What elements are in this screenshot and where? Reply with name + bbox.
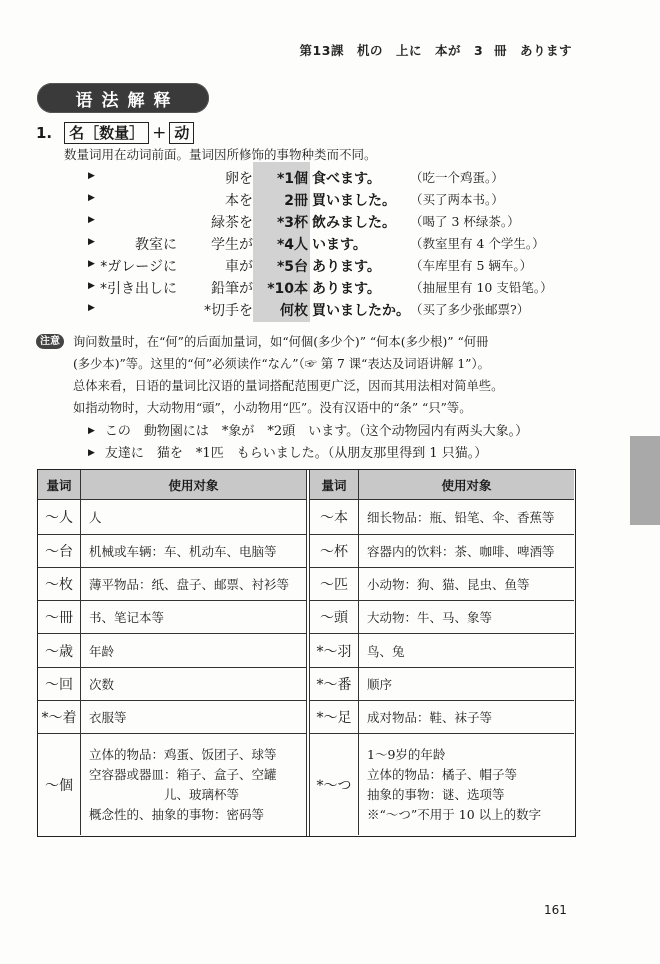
usage-line: 1～9岁的年龄 — [367, 746, 446, 762]
bullet-arrow-icon: ▶ — [88, 426, 95, 436]
example-translation: （教室里有 4 个学生。） — [410, 236, 545, 251]
table-row — [310, 500, 574, 535]
usage-cell: 小动物：狗、猫、昆虫、鱼等 — [367, 577, 530, 592]
table-row — [38, 701, 306, 734]
usage-cell: 容器内的饮料：茶、咖啡、啤酒等 — [367, 544, 555, 559]
example-translation: （抽屉里有 10 支铅笔。） — [410, 280, 553, 295]
usage-cell: 机械或车辆：车、机动车、电脑等 — [89, 544, 277, 559]
section-title: 语法解释 — [75, 90, 180, 111]
note-line: 如指动物时，大动物用“頭”，小动物用“匹”。没有汉语中的“条” “只”等。 — [73, 401, 472, 415]
example-row — [0, 252, 660, 274]
counter-cell: ～人 — [38, 500, 81, 534]
example-row — [0, 208, 660, 230]
example-object: 学生が — [211, 237, 253, 253]
example-location: 教室に — [135, 237, 177, 253]
counter-cell: *～つ — [310, 734, 359, 835]
example-row — [88, 442, 487, 461]
table-row — [38, 500, 306, 535]
table-row — [310, 535, 574, 568]
usage-line: ※“～つ”不用于 10 以上的数字 — [367, 806, 542, 822]
example-row — [0, 296, 660, 318]
usage-line: 立体的物品：橘子、帽子等 — [367, 766, 518, 782]
example-translation: （买了多少张邮票?） — [410, 302, 530, 317]
counter-table-left — [38, 470, 306, 835]
example-location: *引き出しに — [100, 281, 177, 297]
bullet-arrow-icon: ▶ — [88, 303, 95, 313]
counter-table — [37, 469, 576, 837]
grammar-number: 1. — [36, 124, 53, 142]
table-header-row — [38, 470, 306, 500]
note-line: 总体来看，日语的量词比汉语的量词搭配范围更广泛，因而其用法相对简单些。 — [73, 379, 504, 393]
usage-line: 抽象的事物：谜、选项等 — [367, 786, 505, 802]
usage-cell: 成对物品：鞋、袜子等 — [367, 710, 493, 725]
bullet-arrow-icon: ▶ — [88, 215, 95, 225]
page-number: 161 — [544, 903, 567, 917]
example-translation: （吃一个鸡蛋。） — [410, 170, 504, 185]
example-verb: います。 — [312, 237, 367, 253]
example-object: 車が — [225, 259, 253, 275]
pattern-qty: ［数量］ — [84, 124, 145, 142]
example-quantity: *4人 — [276, 237, 308, 253]
example-verb: あります。 — [312, 281, 381, 297]
table-row — [310, 601, 574, 634]
pattern-plus: + — [152, 123, 167, 143]
counter-cell: ～頭 — [310, 601, 359, 633]
note-line: 询问数量时，在“何”的后面加量词，如“何個(多少个)” “何本(多少根)” “何冊 — [73, 335, 489, 349]
bullet-arrow-icon: ▶ — [88, 237, 95, 247]
example-row — [0, 274, 660, 296]
counter-table-right — [310, 470, 574, 835]
example-quantity: 何枚 — [280, 303, 308, 319]
header-counter: 量词 — [38, 470, 81, 499]
pattern-noun-qty-box — [64, 122, 149, 144]
example-verb: 買いましたか。 — [312, 303, 410, 319]
running-head: 第13課 机の 上に 本が 3 冊 あります — [299, 43, 572, 58]
example-location: *ガレージに — [100, 259, 177, 275]
example-row — [0, 186, 660, 208]
counter-cell: ～個 — [38, 734, 81, 835]
counter-cell: *～羽 — [310, 634, 359, 667]
example-sentence: 友達に 猫を *1匹 もらいました。（从朋友那里得到 1 只猫。） — [104, 446, 488, 461]
note-badge: 注意 — [36, 334, 64, 349]
usage-line: 空容器或器皿：箱子、盒子、空罐 — [89, 766, 277, 782]
bullet-arrow-icon: ▶ — [88, 448, 95, 458]
table-row — [38, 734, 306, 835]
section-banner — [37, 83, 209, 113]
bullet-arrow-icon: ▶ — [88, 281, 95, 291]
table-row — [310, 668, 574, 701]
counter-cell: ～回 — [38, 668, 81, 700]
example-verb: 飲みました。 — [312, 215, 396, 231]
usage-cell: 人 — [89, 510, 102, 525]
table-row — [310, 734, 574, 835]
example-row — [0, 164, 660, 186]
counter-cell: ～枚 — [38, 568, 81, 600]
example-quantity: *5台 — [276, 259, 308, 275]
example-object: 本を — [225, 193, 253, 209]
header-counter: 量词 — [310, 470, 359, 499]
usage-cell — [359, 734, 574, 835]
usage-cell: 薄平物品：纸、盘子、邮票、衬衫等 — [89, 577, 290, 592]
usage-line: 立体的物品：鸡蛋、饭团子、球等 — [89, 746, 277, 762]
example-object: 緑茶を — [211, 215, 253, 231]
bullet-arrow-icon: ▶ — [88, 259, 95, 269]
table-row — [38, 634, 306, 668]
bullet-arrow-icon: ▶ — [88, 193, 95, 203]
table-row — [310, 701, 574, 734]
example-quantity: *1個 — [276, 171, 308, 187]
table-header-row — [310, 470, 574, 500]
usage-cell: 次数 — [89, 677, 115, 692]
usage-line: 儿、玻璃杯等 — [89, 786, 240, 802]
pattern-noun: 名 — [69, 124, 85, 142]
table-row — [310, 568, 574, 601]
usage-cell: 大动物：牛、马、象等 — [367, 610, 493, 625]
example-verb: 買いました。 — [312, 193, 396, 209]
usage-cell: 书、笔记本等 — [89, 610, 165, 625]
counter-cell: ～匹 — [310, 568, 359, 600]
usage-cell — [81, 734, 306, 835]
usage-cell: 细长物品：瓶、铅笔、伞、香蕉等 — [367, 510, 555, 525]
example-translation: （喝了 3 杯绿茶。） — [410, 214, 520, 229]
chapter-side-tab — [630, 436, 660, 525]
usage-cell: 年龄 — [89, 643, 115, 659]
example-quantity: *3杯 — [276, 215, 308, 231]
counter-cell: *～着 — [38, 701, 81, 733]
pattern-verb: 动 — [169, 122, 194, 144]
example-row — [0, 230, 660, 252]
table-row — [38, 568, 306, 601]
usage-cell: 鸟、兔 — [367, 643, 405, 659]
example-quantity: *10本 — [267, 281, 308, 297]
counter-cell: *～番 — [310, 668, 359, 700]
example-quantity: 2冊 — [284, 193, 308, 209]
example-sentence: この 動物園には *象が *2頭 います。（这个动物园内有两头大象。） — [104, 424, 529, 439]
counter-cell: ～本 — [310, 500, 359, 534]
note-line: (多少本)”等。这里的“何”必须读作“なん”（☞ 第 7 课“表达及词语讲解 1”）。 — [73, 357, 490, 371]
example-translation: （买了两本书。） — [410, 192, 504, 207]
usage-cell: 顺序 — [367, 677, 393, 692]
usage-cell: 衣服等 — [89, 710, 127, 725]
intro-text: 数量词用在动词前面。量词因所修饰的事物种类而不同。 — [64, 147, 377, 162]
table-row — [310, 634, 574, 668]
example-verb: あります。 — [312, 259, 381, 275]
example-row — [88, 420, 528, 439]
example-translation: （车库里有 5 辆车。） — [410, 258, 533, 273]
table-row — [38, 601, 306, 634]
header-usage: 使用对象 — [359, 470, 574, 499]
example-object: 鉛筆が — [211, 281, 253, 297]
example-object: 卵を — [225, 171, 253, 187]
counter-cell: ～歳 — [38, 634, 81, 667]
header-usage: 使用对象 — [81, 470, 306, 499]
bullet-arrow-icon: ▶ — [88, 171, 95, 181]
counter-cell: ～台 — [38, 535, 81, 567]
grammar-point-heading — [36, 122, 194, 144]
counter-cell: ～冊 — [38, 601, 81, 633]
counter-cell: ～杯 — [310, 535, 359, 567]
example-verb: 食べます。 — [312, 171, 381, 187]
counter-cell: *～足 — [310, 701, 359, 733]
usage-line: 概念性的、抽象的事物：密码等 — [89, 806, 265, 822]
example-object: *切手を — [204, 303, 253, 319]
table-row — [38, 668, 306, 701]
table-row — [38, 535, 306, 568]
